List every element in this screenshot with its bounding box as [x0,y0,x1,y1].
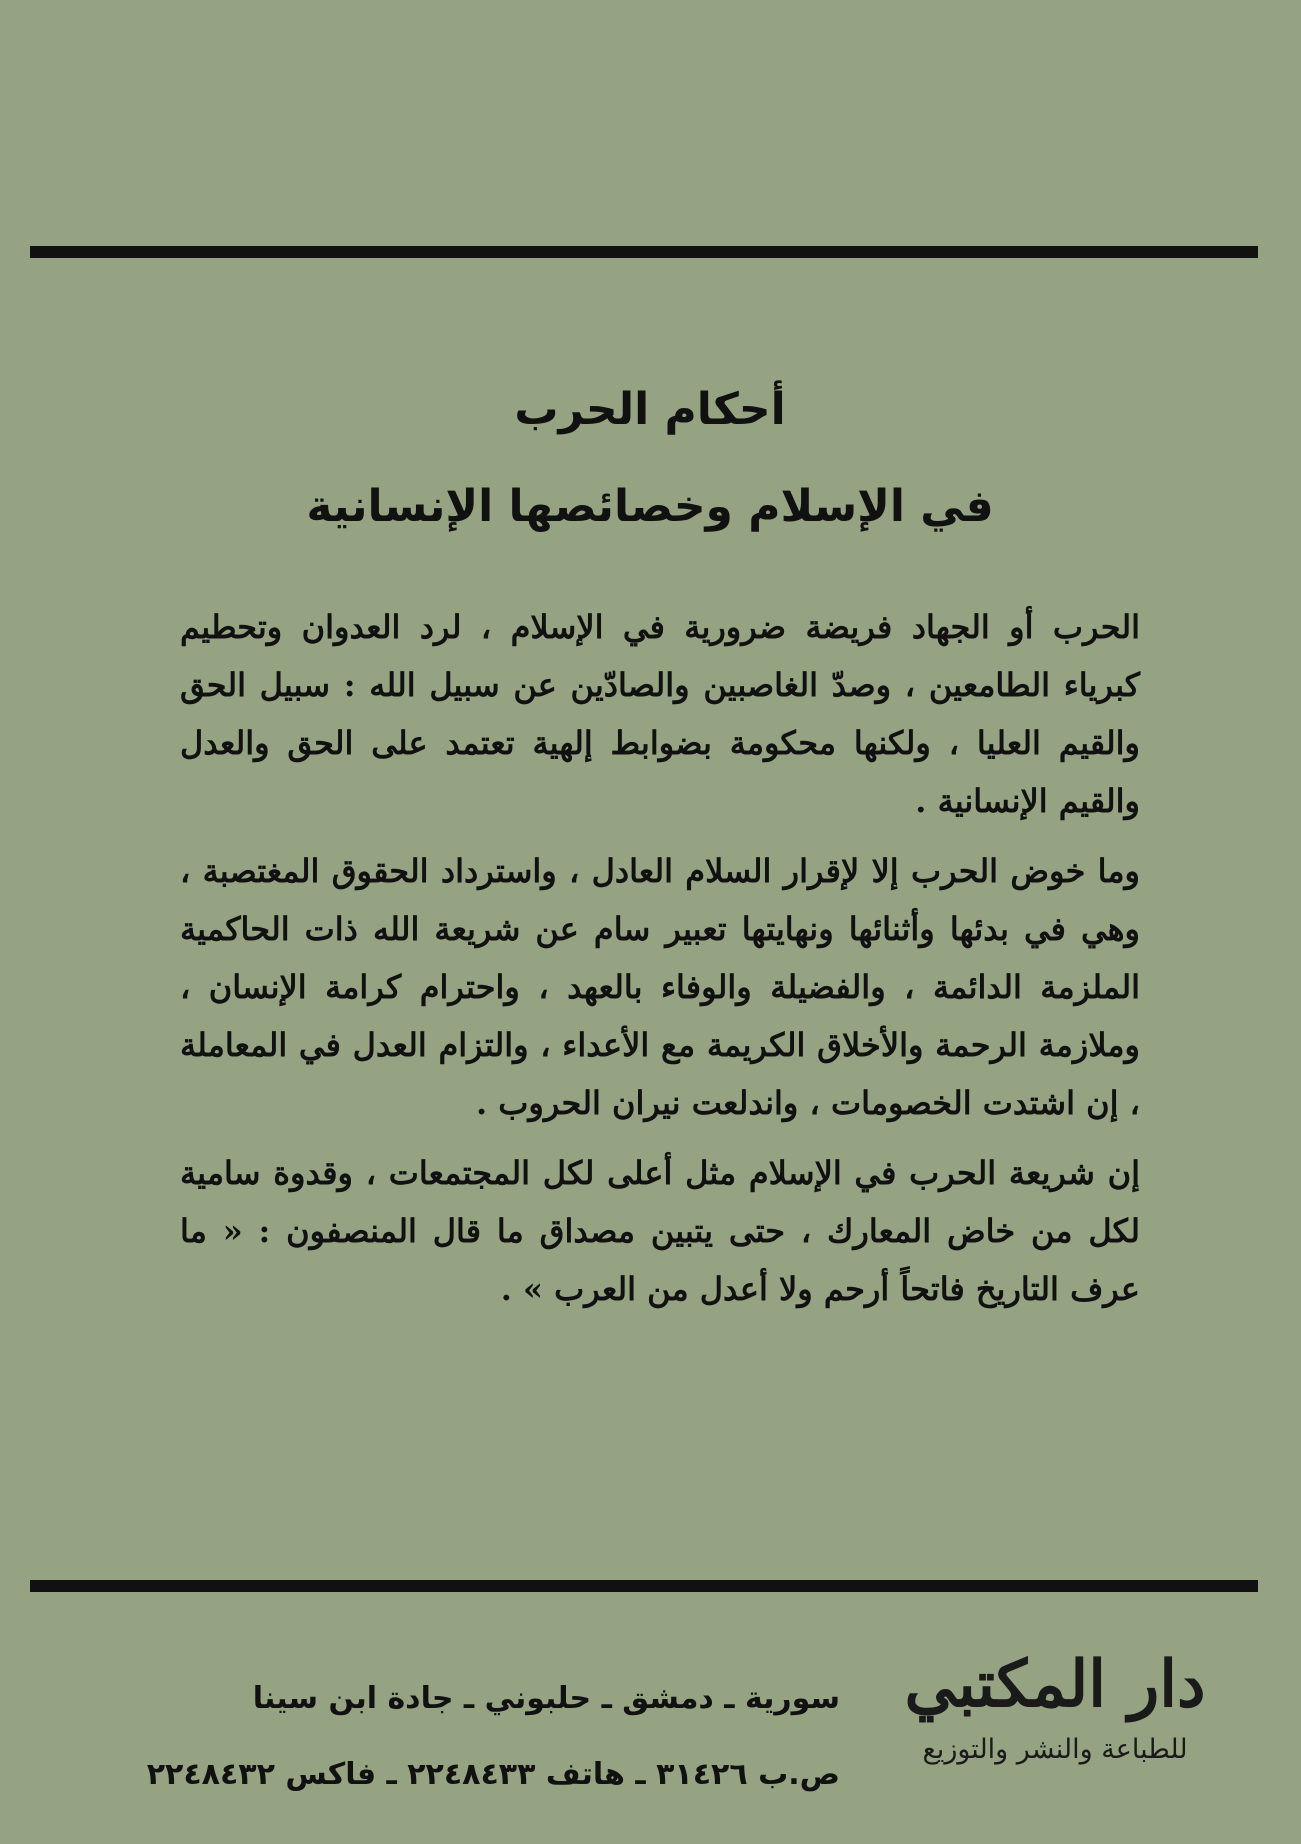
blurb-paragraph-3: إن شريعة الحرب في الإسلام مثل أعلى لكل المجتمعات ، وقدوة سامية لكل من خاض المعارك ، حتى يتبين مصداق ما قال المنصفون : « ما عرف التاريخ فاتحاً أرحم ولا أعدل من العرب » . [180,1154,1140,1308]
blurb-body [180,598,1140,1330]
publisher-logo-mark: دار المكتبي [904,1647,1206,1722]
publisher-contact: ص.ب ٣١٤٢٦ ـ هاتف ٢٢٤٨٤٣٣ ـ فاكس ٢٢٤٨٤٣٢ [146,1757,840,1792]
blurb-paragraph-1: الحرب أو الجهاد فريضة ضرورية في الإسلام ، لرد العدوان وتحطيم كبرياء الطامعين ، وصدّ الغاصبين والصادّين عن سبيل الله : سبيل الحق والقيم العليا ، ولكنها محكومة بضوابط إلهية تعتمد على الحق والعدل والقيم الإنسانية . [180,608,1141,820]
publisher-logo [880,1640,1230,1820]
bottom-divider [30,1580,1258,1592]
blurb-paragraph-2: وما خوض الحرب إلا لإقرار السلام العادل ، واسترداد الحقوق المغتصبة ، وهي في بدئها وأثنائها ونهايتها تعبير سام عن شريعة الله ذات الحاكمية الملزمة الدائمة ، والفضيلة والوفاء بالعهد ، واحترام كرامة الإنسان ، وملازمة الرحمة والأخلاق الكريمة مع الأعداء ، والتزام العدل في المعاملة ، إن اشتدت الخصومات ، واندلعت نيران الحروب . [180,852,1141,1122]
book-title-line1: أحكام الحرب [514,384,786,435]
book-title-line2: في الإسلام وخصائصها الإنسانية [306,481,994,532]
top-divider [30,246,1258,258]
publisher-address: سورية ـ دمشق ـ حلبوني ـ جادة ابن سينا [252,1681,840,1716]
publisher-tagline: للطباعة والنشر والتوزيع [922,1734,1188,1765]
